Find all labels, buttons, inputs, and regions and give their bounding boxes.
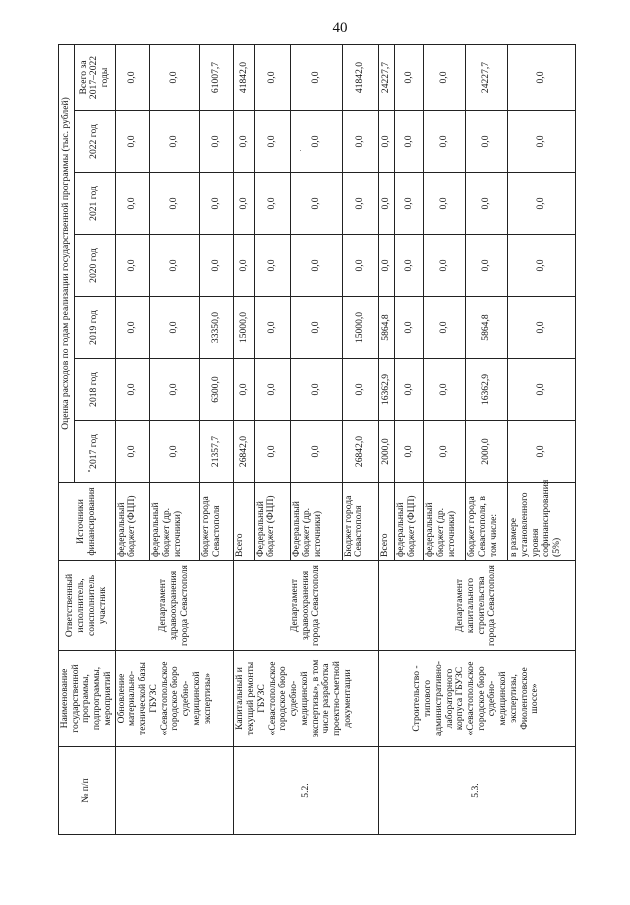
cell-value: 0,0 [150,359,200,421]
cell-value: 0,0 [290,359,342,421]
row-source: Федеральный бюджет (др. источники) [290,483,342,561]
cell-value: 0,0 [234,111,254,173]
row-source: Всего [234,483,254,561]
cell-value: 0,0 [508,421,576,483]
cell-value: 0,0 [290,297,342,359]
row-source: федеральный бюджет (др. источники) [150,483,200,561]
cell-value: 0,0 [466,173,508,235]
cell-total: 24227,7 [466,44,508,110]
header-no: № п/п [59,747,116,835]
header-name: Наименование государственной программы, подпрограммы, мероприятий [59,651,116,747]
row-id: 5.3. [378,747,575,835]
cell-total: 0,0 [115,44,150,110]
row-source: федеральный бюджет (ФЦП) [115,483,150,561]
cell-value: 0,0 [424,111,466,173]
row-id [115,747,234,835]
row-source: бюджет города Севастополя, в том числе: [466,483,508,561]
cell-value: 0,0 [395,421,424,483]
cell-value: 5864,8 [466,297,508,359]
header-year: 2019 год [74,297,115,359]
table-row [378,44,394,834]
cell-value: 0,0 [150,297,200,359]
cell-value: 0,0 [115,359,150,421]
cell-value: 0,0 [199,111,234,173]
header-estimate: Оценка расходов по годам реализации государственной программы (тыс. рублей) [59,44,75,482]
cell-value: 15000,0 [342,297,378,359]
cell-value: 0,0 [290,111,342,173]
cell-value: 15000,0 [234,297,254,359]
cell-value: 0,0 [378,173,394,235]
cell-value: 0,0 [342,359,378,421]
row-id: 5.2. [234,747,378,835]
cell-value: 0,0 [378,111,394,173]
cell-value: 0,0 [234,235,254,297]
table-row [115,44,150,834]
header-year: 2017 год [74,421,115,483]
cell-value: 0,0 [254,359,290,421]
cell-value: 0,0 [115,111,150,173]
cell-value: 0,0 [342,235,378,297]
cell-value: 0,0 [254,235,290,297]
table-row [234,44,254,834]
cell-value: 0,0 [395,235,424,297]
cell-value: 0,0 [150,235,200,297]
cell-total: 0,0 [290,44,342,110]
cell-value: 0,0 [290,173,342,235]
cell-value: 0,0 [150,421,200,483]
cell-value: 16362,9 [466,359,508,421]
cell-value: 0,0 [115,173,150,235]
cell-value: 26842,0 [342,421,378,483]
cell-value: 0,0 [234,359,254,421]
header-year: 2018 год [74,359,115,421]
cell-total: 0,0 [508,44,576,110]
row-source: в размере установленного уровня софинансирования (5%) [508,483,576,561]
header-source: Источники финансирования [59,483,116,561]
cell-value: 2000,0 [466,421,508,483]
cell-value: 0,0 [254,173,290,235]
cell-value: 0,0 [199,235,234,297]
rotated-table-wrapper [58,45,568,835]
cell-total: 0,0 [150,44,200,110]
cell-value: 0,0 [150,111,200,173]
cell-value: 0,0 [508,111,576,173]
cell-value: 0,0 [395,111,424,173]
cell-value: 0,0 [290,421,342,483]
cell-value: 0,0 [508,235,576,297]
row-source: федеральный бюджет (др. источники) [424,483,466,561]
cell-value: 0,0 [378,235,394,297]
page-number: 40 [332,20,348,36]
cell-value: 0,0 [508,359,576,421]
row-source: федеральный бюджет (ФЦП) [395,483,424,561]
cell-value: 6300,0 [199,359,234,421]
cell-value: 2000,0 [378,421,394,483]
cell-value: 0,0 [150,173,200,235]
cell-total: 24227,7 [378,44,394,110]
cell-value: 0,0 [424,421,466,483]
budget-table [58,44,576,835]
cell-value: 0,0 [424,173,466,235]
cell-total: 41842,0 [234,44,254,110]
header-year: 2022 год [74,111,115,173]
cell-value: 26842,0 [234,421,254,483]
cell-total: 0,0 [395,44,424,110]
row-name: Капитальный и текущий ремонты ГБУЗС «Севастопольское городское бюро судебно-медицинской экспертизы», в том числе разработка проектно-сметной документации [234,651,378,747]
row-source: Бюджет города Севастополя [342,483,378,561]
cell-value: 33350,0 [199,297,234,359]
cell-value: 0,0 [395,297,424,359]
header-total: Всего за 2017–2022 годы [74,44,115,110]
row-source: Всего [378,483,394,561]
cell-value: 0,0 [342,173,378,235]
cell-total: 0,0 [254,44,290,110]
cell-value: 0,0 [424,235,466,297]
cell-value: 0,0 [342,111,378,173]
cell-value: 21357,7 [199,421,234,483]
cell-value: 0,0 [254,421,290,483]
row-executor: Департамент здравоохранения города Севастополя [234,561,378,651]
cell-value: 0,0 [115,297,150,359]
cell-value: 0,0 [254,297,290,359]
cell-value: 0,0 [424,359,466,421]
cell-total: 41842,0 [342,44,378,110]
cell-value: 0,0 [395,173,424,235]
cell-value: 5864,8 [378,297,394,359]
cell-value: 0,0 [234,173,254,235]
cell-value: 0,0 [395,359,424,421]
cell-value: 0,0 [466,111,508,173]
header-year: 2021 год [74,173,115,235]
cell-value: 0,0 [424,297,466,359]
row-executor: Департамент здравоохранения города Севастополя [115,561,234,651]
row-source: бюджет города Севастополя [199,483,234,561]
row-source: Федеральный бюджет (ФЦП) [254,483,290,561]
cell-total: 61007,7 [199,44,234,110]
cell-value: 16362,9 [378,359,394,421]
row-name: Обновление материально-технической базы ГБУЗС «Севастопольское городское бюро судебно-медицинской экспертизы» [115,651,234,747]
header-executor: Ответственный исполнитель, соисполнитель участник [59,561,116,651]
cell-value: 0,0 [254,111,290,173]
cell-value: 0,0 [466,235,508,297]
cell-total: 0,0 [424,44,466,110]
cell-value: 0,0 [115,421,150,483]
row-name: Строительство - типового административно-лабораторного корпуса ГБУЗС «Севастопольское городское бюро судебно-медицинской экспертизы, Фиолентовское шоссе» [378,651,575,747]
cell-value: 0,0 [199,173,234,235]
cell-value: 0,0 [508,173,576,235]
row-executor: Департамент капитального строительства города Севастополя [378,561,575,651]
cell-value: 0,0 [508,297,576,359]
header-year: 2020 год [74,235,115,297]
cell-value: 0,0 [290,235,342,297]
cell-value: 0,0 [115,235,150,297]
